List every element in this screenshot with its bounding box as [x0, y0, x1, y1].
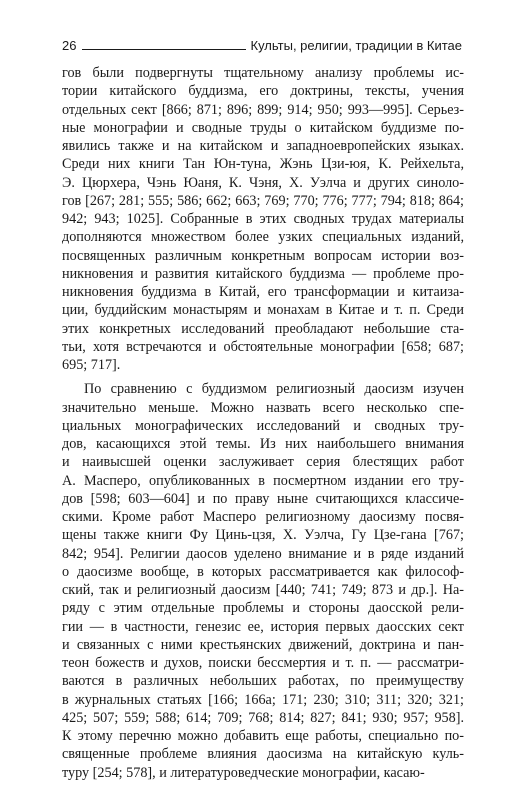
text-line: 425; 507; 559; 588; 614; 709; 768; 814; 827; 841; 930; 957; 958].	[62, 709, 464, 726]
text-line: туру [254; 578], и литературоведческие монографии, касаю-	[62, 764, 425, 781]
text-line: 842; 954]. Религии даосов уделено внимание и в ряде изданий	[62, 545, 464, 562]
text-line: тории китайского буддизма, его доктрины, тексты, учения	[62, 83, 464, 100]
text-line: тьи, хотя встречаются и обстоятельные монографии [658; 687;	[62, 338, 464, 355]
text-line: и связанных с ними крестьянских движений, доктрина и пан-	[62, 636, 464, 653]
text-line: отдельных сект [866; 871; 896; 899; 914; 950; 993—995]. Серьез-	[62, 101, 464, 118]
text-line: К этому перечню можно добавить еще работы, специально по-	[62, 728, 464, 744]
text-line: о даосизме вообще, в которых рассматривается как философ-	[62, 563, 464, 580]
running-title: Культы, религии, традиции в Китае	[250, 38, 462, 53]
text-line: Э. Цюрхера, Чэнь Юаня, К. Чэня, Х. Уэлча и других синоло-	[62, 174, 464, 191]
text-line: этих конкретных исследований преобладают небольшие ста-	[62, 320, 464, 337]
text-line: посвященных различным конкретным вопросам истории воз-	[62, 247, 464, 264]
text-line: никновения и развития китайского буддизма — проблеме про-	[62, 265, 464, 282]
text-line: дополняются множеством более узких специальных изданий,	[62, 229, 464, 246]
text-line: никновения буддизма в Китай, его трансформации и китаиза-	[62, 284, 464, 300]
text-line: щены также книги Фу Цинь-цзя, Х. Уэлча, Гу Цзе-гана [767;	[62, 527, 464, 544]
text-line: ции, буддийским монастырям и монахам в Китае и т. п. Среди	[62, 302, 464, 319]
text-line: По сравнению с буддизмом религиозный даосизм изучен	[84, 381, 464, 398]
header-rule	[82, 49, 245, 50]
text-line: гов [267; 281; 555; 586; 662; 663; 769; 770; 776; 777; 794; 818; 864;	[62, 192, 464, 209]
text-line: ский, так и религиозный даосизм [440; 741; 749; 873 и др.]. На-	[62, 582, 464, 598]
paragraph	[62, 380, 464, 782]
page-number: 26	[62, 38, 77, 53]
paragraph	[62, 64, 464, 374]
page-header	[62, 37, 462, 53]
text-line: гии — в частности, генезис ее, история первых даосских сект	[62, 618, 464, 635]
text-line: дов, касающихся этой темы. Из них наибольшего внимания	[62, 436, 464, 452]
text-line: Среди них книги Тан Юн-туна, Жэнь Цзи-юя, К. Рейхельта,	[62, 156, 464, 173]
text-line: ряду с этим отдельные проблемы и стороны даосской рели-	[62, 600, 464, 617]
text-line: ные монографии и сводные труды о китайском буддизме по-	[62, 119, 464, 136]
text-line: циальных монографических исследований и сводных тру-	[62, 417, 464, 434]
text-line: 695; 717].	[62, 357, 121, 373]
text-line: ваются в различных небольших работах, по преимуществу	[62, 673, 464, 690]
body-text	[62, 64, 464, 782]
text-line: дов [598; 603—604] и по праву ныне считающихся классиче-	[62, 490, 464, 507]
text-line: в журнальных статьях [166; 166а; 171; 230; 310; 311; 320; 321;	[62, 691, 464, 708]
text-line: 942; 943; 1025]. Собранные в этих сводных трудах материалы	[62, 211, 464, 227]
text-line: значительно меньше. Можно назвать всего несколько спе-	[62, 399, 464, 416]
text-line: священные проблеме влияния даосизма на китайскую куль-	[62, 746, 464, 763]
text-line: и наивысшей оценки заслуживает серия блестящих работ	[62, 454, 464, 471]
text-line: скими. Кроме работ Масперо религиозному даосизму посвя-	[62, 509, 464, 525]
text-line: теон божеств и духов, поиски бессмертия и т. п. — рассматри-	[62, 655, 464, 671]
text-line: А. Масперо, опубликованных в посмертном издании его тру-	[62, 472, 464, 489]
text-line: гов были подвергнуты тщательному анализу проблемы ис-	[62, 65, 464, 81]
text-line: явились также и на китайском и западноевропейских языках.	[62, 138, 464, 154]
